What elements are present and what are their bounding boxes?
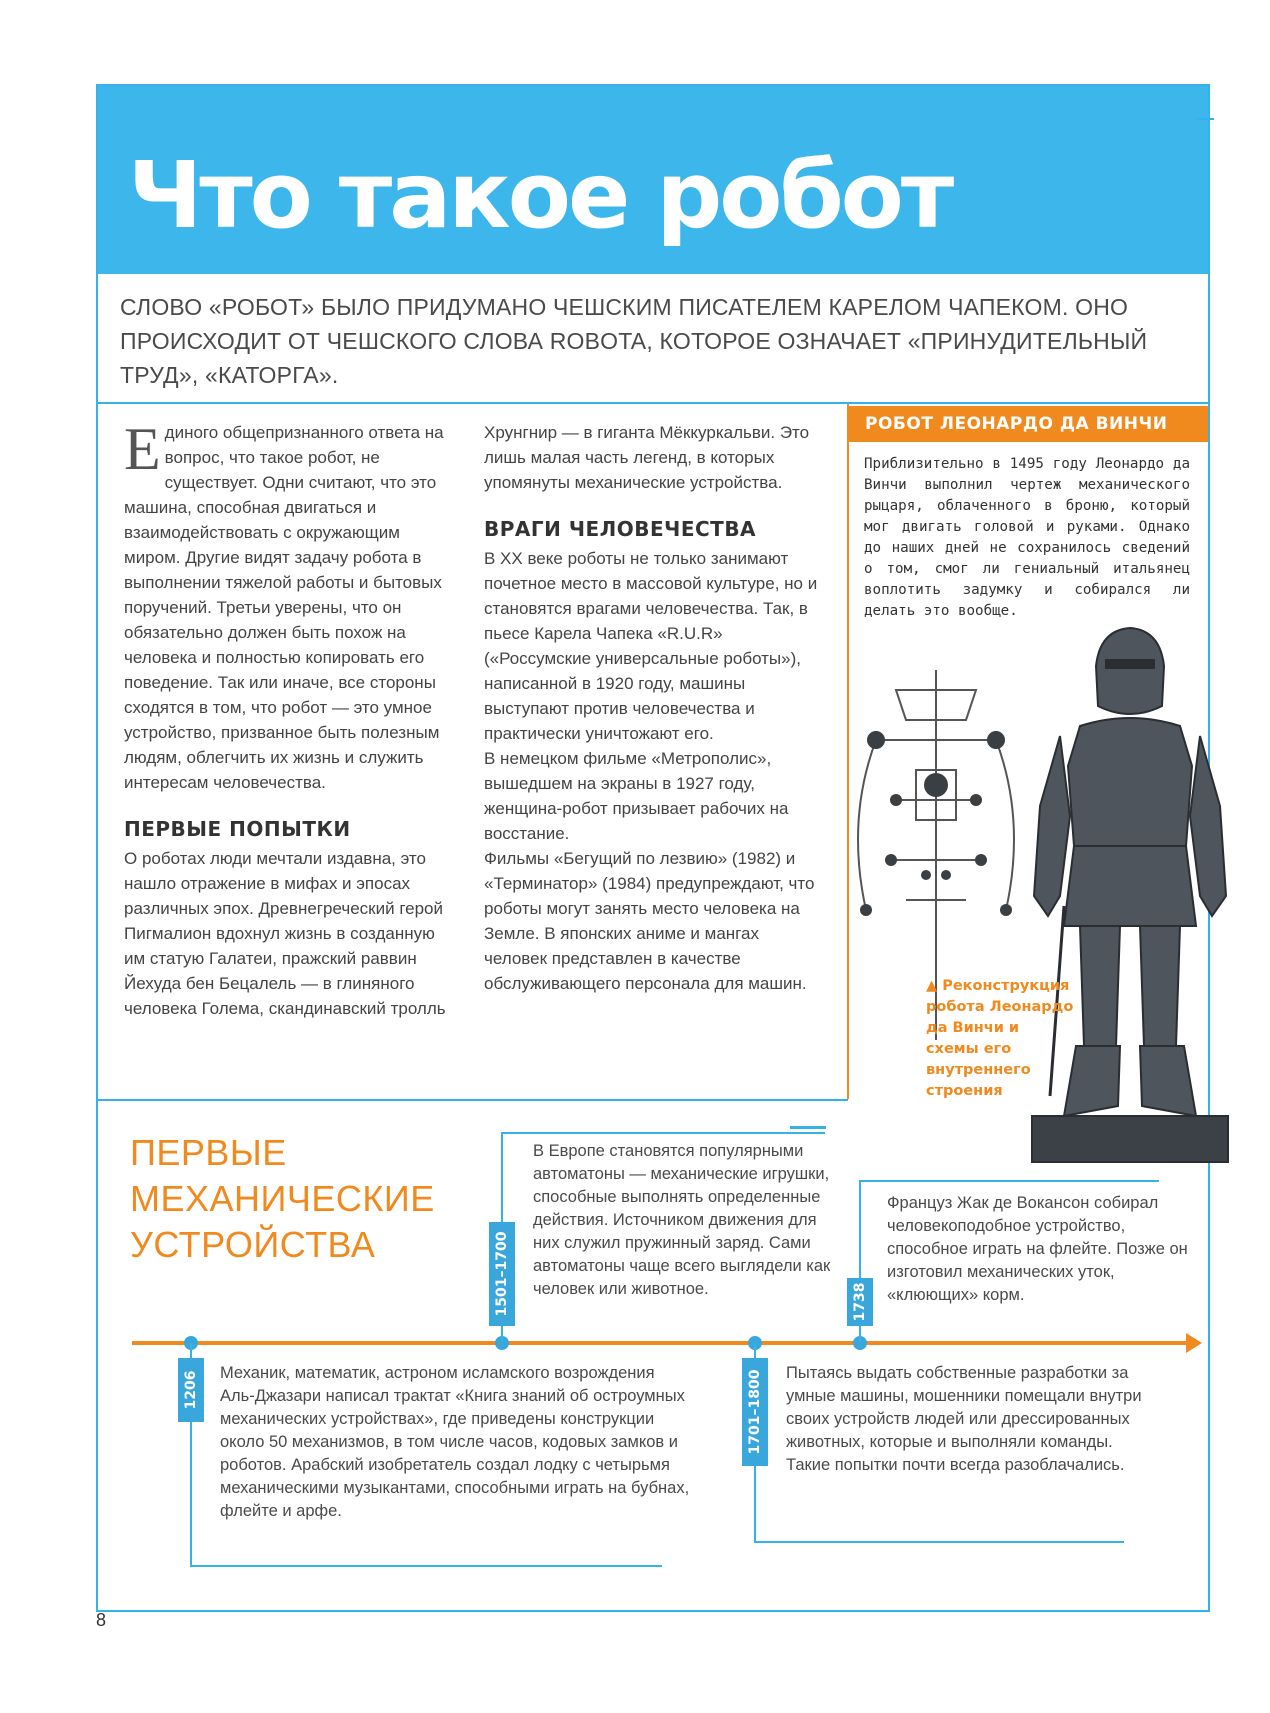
- event-text: В Европе становятся популярными автоматоны — механические игрушки, способные выполнять определенные действия. Источником движения для них служил пружинный заряд. Сами автоматоны чаще всего выглядели как человек или животное.: [533, 1142, 831, 1298]
- article-column-1: [124, 416, 454, 1021]
- paragraph: В немецком фильме «Метрополис», вышедшем на экраны в 1927 году, женщина-робот призывает рабочих на восстание.: [484, 749, 789, 843]
- timeline-axis: [132, 1341, 1192, 1345]
- sidebar-text: Приблизительно в 1495 году Леонардо да Винчи выполнил чертеж механического рыцаря, облаченного в броню, который мог двигать головой и руками. Однако до наших дней не сохранилось сведений о том, смог ли гениальный итальянец воплотить задумку и собирался ли делать это вообще.: [864, 456, 1190, 619]
- intro-text: диного общепризнанного ответа на вопрос, что такое робот, не существует. Одни считают, что это машина, способная двигаться и взаимодействовать с окружающим миром. Другие видят задачу робота в выполнении тяжелой работы и бытовых поручений. Третьи уверены, что он обязательно должен быть похож на человека и полностью копировать его поведение. Так или иначе, все стороны сходятся в том, что робот — это умное устройство, призванное быть полезным людям, облегчить их жизнь и служить интересам человечества.: [124, 423, 444, 792]
- date-label: 1206: [183, 1370, 199, 1410]
- image-caption: ▲ Реконструкция робота Леонардо да Винчи и схемы его внутреннего строения: [926, 978, 1074, 1099]
- intro-paragraph: [124, 416, 454, 795]
- event-text: Француз Жак де Вокансон собирал человекоподобное устройство, способное играть на флейте. Позже он изготовил механических уток, «клюющих» корм.: [887, 1194, 1188, 1304]
- paragraph: В XX веке роботы не только занимают почетное место в массовой культуре, но и становятся врагами человечества. Так, в пьесе Карела Чапека «R.U.R» («Россумские универсальные роботы»), написанной в 1920 году, машины выступают против человечества и практически уничтожают его.: [484, 549, 818, 743]
- article-column-2: [484, 420, 824, 996]
- date-tag: [847, 1278, 873, 1326]
- paragraph: Фильмы «Бегущий по лезвию» (1982) и «Терминатор» (1984) предупреждают, что роботы могут занять место человека на Земле. В японских аниме и мангах человек представлен в качестве обслуживающего персонала для машин.: [484, 849, 815, 993]
- decor-tick: [1196, 118, 1214, 120]
- divider: [98, 1099, 848, 1101]
- connector-line: [190, 1565, 662, 1567]
- connector-line: [790, 1126, 826, 1129]
- event-text: Пытаясь выдать собственные разработки за умные машины, мошенники помещали внутри своих устройств людей или дрессированных животных, которые и выполняли команды. Такие попытки почти всегда разоблачались.: [786, 1364, 1142, 1474]
- section-heading: ПЕРВЫЕ ПОПЫТКИ: [124, 817, 351, 841]
- page-number: 8: [96, 1610, 107, 1630]
- lead-paragraph: СЛОВО «РОБОТ» БЫЛО ПРИДУМАНО ЧЕШСКИМ ПИСАТЕЛЕМ КАРЕЛОМ ЧАПЕКОМ. ОНО ПРОИСХОДИТ ОТ ЧЕШСКОГО СЛОВА ROBOTA, КОТОРОЕ ОЗНАЧАЕТ «ПРИНУДИТЕЛЬНЫЙ ТРУД», «КАТОРГА».: [120, 294, 1148, 388]
- timeline-title: ПЕРВЫЕ МЕХАНИЧЕСКИЕ УСТРОЙСТВА: [130, 1132, 435, 1265]
- event-text: Механик, математик, астроном исламского возрождения Аль-Джазари написал трактат «Книга знаний об остроумных механических устройствах», где приведены конструкции около 50 механизмов, в том числе часов, кодовых замков и роботов. Арабский изобретатель создал лодку с четырьмя механическими музыкантами, способными играть на бубнах, флейте и арфе.: [220, 1364, 690, 1520]
- date-label: 1738: [852, 1282, 868, 1322]
- connector-line: [859, 1180, 1159, 1182]
- date-tag: [178, 1358, 204, 1422]
- paragraph: О роботах люди мечтали издавна, это нашло отражение в мифах и эпосах различных эпох. Древнегреческий герой Пигмалион вдохнул жизнь в созданную им статую Галатеи, пражский раввин Йехуда бен Бецалель — в глиняного человека Голема, скандинавский тролль: [124, 849, 446, 1018]
- arrow-right-icon: [1186, 1333, 1202, 1353]
- page-title: Что такое робот: [128, 142, 952, 249]
- paragraph: Хрунгнир — в гиганта Мёккуркальви. Это лишь малая часть легенд, в которых упомянуты механические устройства.: [484, 423, 810, 492]
- title-band: [98, 86, 1208, 274]
- date-label: 1501–1700: [494, 1231, 510, 1317]
- section-heading: ВРАГИ ЧЕЛОВЕЧЕСТВА: [484, 517, 757, 541]
- date-tag: [489, 1222, 515, 1326]
- connector-line: [754, 1541, 1124, 1543]
- connector-line: [501, 1132, 825, 1134]
- drop-cap: Е: [124, 416, 161, 482]
- date-tag: [742, 1358, 768, 1466]
- date-label: 1701–1800: [747, 1369, 763, 1455]
- divider: [98, 402, 1208, 404]
- sidebar-title: РОБОТ ЛЕОНАРДО ДА ВИНЧИ: [849, 406, 1208, 442]
